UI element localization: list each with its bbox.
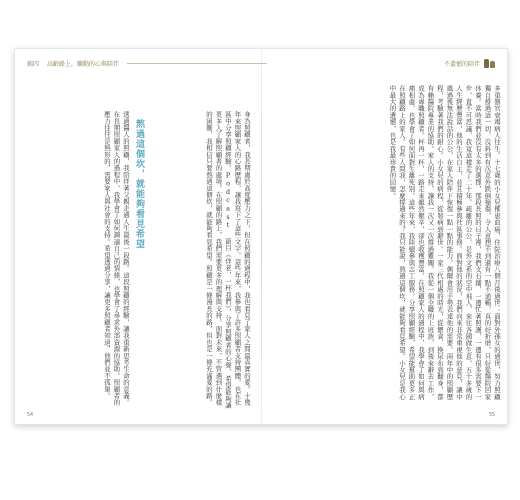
- paragraph: 多重器官衰竭病人往生。十七歲的小女兒罹患血癌，住院治療八個月後過世；面對外孫女的過世，努力照顧獨自撐過這一切，沒料到有次意外跌倒撞傷，令人意想不到還有一點不通暢，真的好折磨，只好從醫院回家休養。當時我們並沒有太多的選擇，那段長照的日子裡，我們支石鋪，一邊忙著照護，一邊有很多需要下一步，直不可思議，我竟這樣走了二十年。疏離的公公，是外文系的空中飛人，來往各國做生意，五十多歲的人生經歷豐富，他的生活自主，並且積極參與社區事務。面對他的狀況，我們向來非常重視他的意見，讓中風過後無法說話的公公，在家人陪伴下恢復一點一點的能力，偶爾會用手勢表達他的需要。兩年中的照顧歷程，考驗著我們的耐心。小女兒的病程，從發病到辭世。一家三代相處的時光，從餵食、換尿布到翻身，都有賴醫院專業的協助。家人的支持，讓我一次又一次撐過難關。我從一個全職的上班族，到後來辭去工作，成為專職照顧者。杯再一杯，一路走來雖然艱辛，卻也收穫豐富。在照顧家人的過程中，我學會了如何與病痛相處，也學會了如何面對生離死別。這些年來，我陸續參與志工服務，分享照顧經驗，希望能幫助更多正在照顧路上的家人。有些人問我，怎麼撐過來的？我只能說，熬過這個坎，就能夠看見希望。小女兒是我心中最大的遺憾，也是我最珍貴的回憶。: [388, 85, 501, 400]
- header-rule: [127, 63, 267, 64]
- right-page-body: [273, 85, 501, 405]
- page-number-right: 55: [488, 412, 495, 418]
- book-spine: [261, 49, 262, 424]
- right-running-header: [444, 59, 495, 68]
- left-page-body-end: [35, 111, 130, 411]
- section-heading: 熬過這個坎，就能夠看見希望: [134, 119, 144, 249]
- page-number-left: 54: [27, 412, 34, 418]
- left-page-body: [151, 111, 251, 411]
- paragraph: 透過醫人的照顧，我陪伴著父親走過人生最後一段路。這段照顧的經驗，讓我重新思考生命的意義。在長期照顧家人的過程中，我學會了如何調適自己的情緒，也學會了尋求外部資源的協助。照顧者的壓力往往是無形的，需要家人與社會的支持。希望透過分享，讓更多照顧者知道，他們並不孤單。: [103, 111, 130, 406]
- book-spread: [14, 48, 508, 425]
- left-running-header: [27, 59, 267, 68]
- people-icon: [484, 59, 495, 68]
- book-title: 不遺憾的陪伴: [443, 61, 480, 68]
- chapter-title: 高齡路上，觸動的心與陪伴: [47, 61, 120, 68]
- paragraph: 身為照顧者，我長期處於高度壓力之下，但在照顧的過程中，我也看見了家人之間最真實的愛。十幾年來照顧家人的心路歷程，讓我寫下了這些文字。這些年來，我參與了許多照顧者支持團體，也在社區中分享照顧經驗。Podcast 節目《伴老，一杯我們》，分享照顧者的心聲，希望能夠讓更多人了解照顧者的處境。在照顧的路上，我們需要更多的理解與支持。面對未來，不管遇到什麼樣的困難，我相信只要熬過這個坎，就能夠看見希望。照顧是一條漫長的路，但也是一條充滿愛的路。: [205, 111, 251, 409]
- chapter-tag: 輯四: [27, 61, 40, 68]
